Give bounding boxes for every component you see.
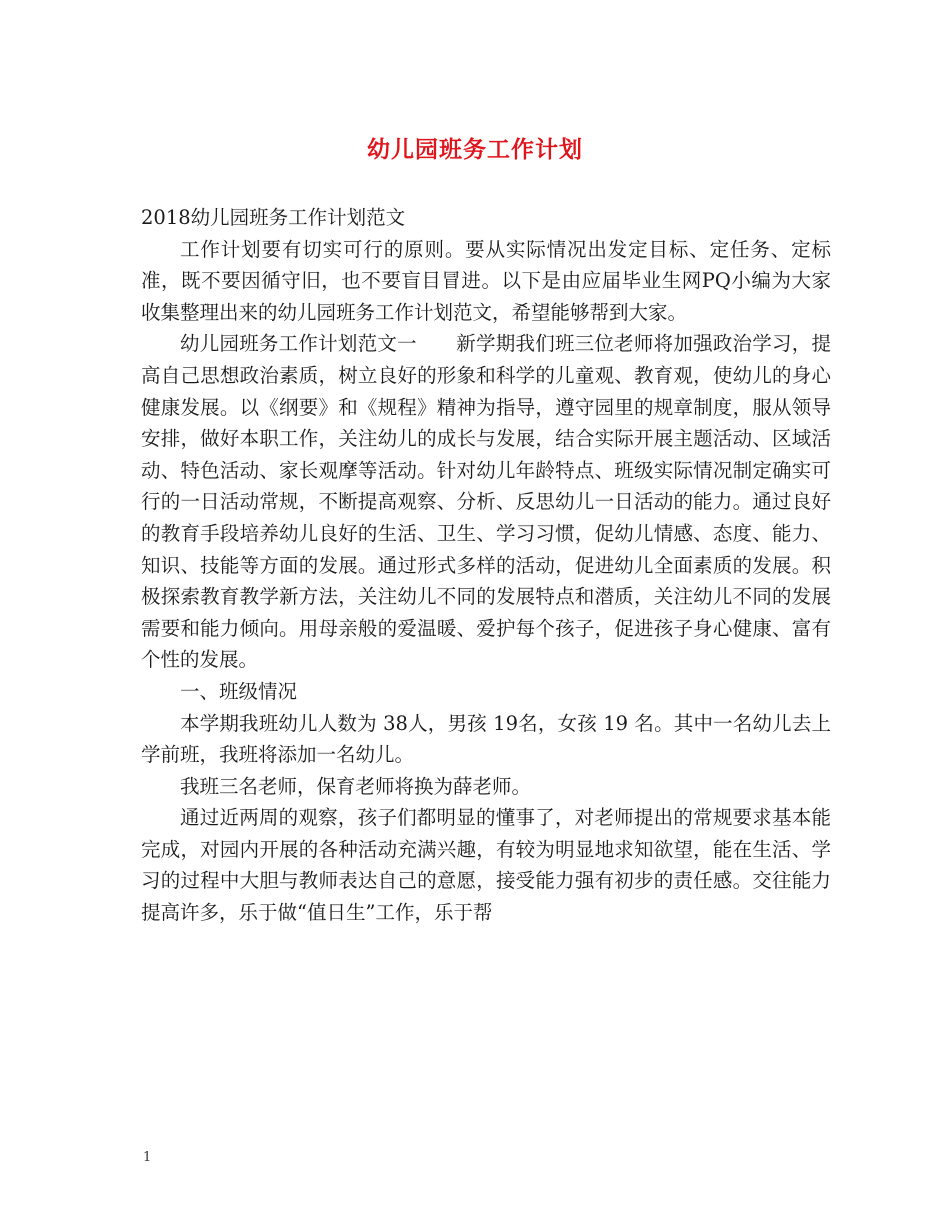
paragraph: 我班三名老师，保育老师将换为薛老师。	[180, 774, 532, 798]
paragraph: 工作计划要有切实可行的原则。要从实际情况出发定目标、定任务、定标准，既不要因循守旧，也不要盲目冒进。以下是由应届毕业生网PQ小编为大家收集整理出来的幼儿园班务工作计划范文，希望能够帮到大家。	[141, 237, 831, 324]
section-heading: 一、班级情况	[180, 679, 298, 703]
document-title: 幼儿园班务工作计划	[367, 136, 583, 163]
paragraph: 幼儿园班务工作计划范文一 新学期我们班三位老师将加强政治学习，提高自己思想政治素质，树立良好的形象和科学的儿童观、教育观，使幼儿的身心健康发展。以《纲要》和《规程》精神为指导，遵守园里的规章制度，服从领导安排，做好本职工作，关注幼儿的成长与发展，结合实际开展主题活动、区域活动、特色活动、家长观摩等活动。针对幼儿年龄特点、班级实际情况制定确实可行的一日活动常规，不断提高观察、分析、反思幼儿一日活动的能力。通过良好的教育手段培养幼儿良好的生活、卫生、学习习惯，促幼儿情感、态度、能力、知识、技能等方面的发展。通过形式多样的活动，促进幼儿全面素质的发展。积极探索教育教学新方法，关注幼儿不同的发展特点和潜质，关注幼儿不同的发展需要和能力倾向。用母亲般的爱温暖、爱护每个孩子，促进孩子身心健康、富有个性的发展。	[141, 332, 831, 672]
page-number: 1	[143, 1150, 152, 1165]
paragraph: 本学期我班幼儿人数为 38人，男孩 19名，女孩 19 名。其中一名幼儿去上学前班，我班将添加一名幼儿。	[141, 711, 831, 767]
document-body	[141, 202, 831, 929]
paragraph: 通过近两周的观察，孩子们都明显的懂事了，对老师提出的常规要求基本能完成，对园内开展的各种活动充满兴趣，有较为明显地求知欲望，能在生活、学习的过程中大胆与教师表达自己的意愿，接受能力强有初步的责任感。交往能力提高许多，乐于做“值日生”工作，乐于帮	[141, 806, 831, 925]
document-subtitle: 2018幼儿园班务工作计划范文	[141, 206, 406, 229]
